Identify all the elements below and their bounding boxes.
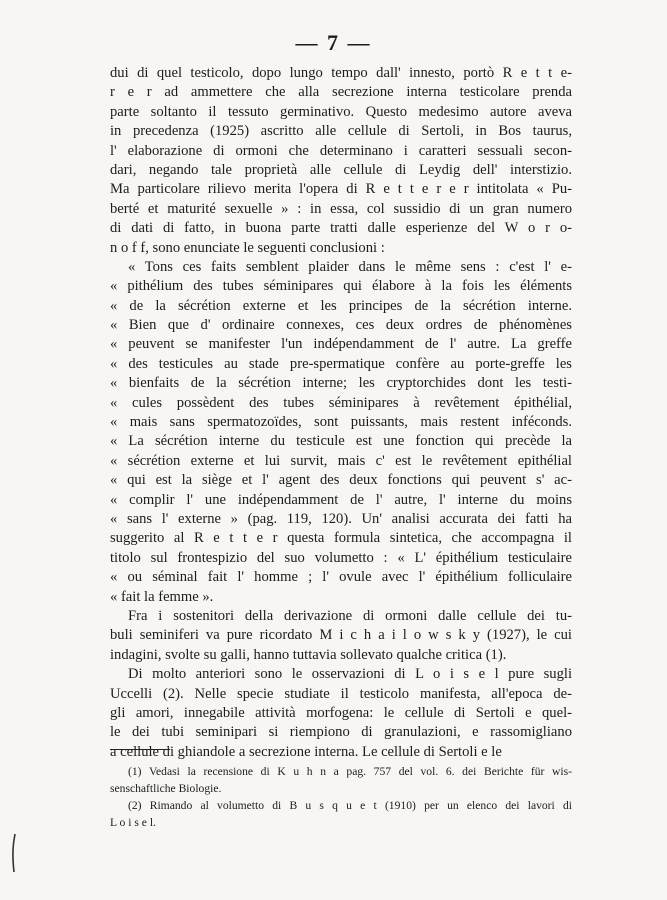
margin-pen-mark: [10, 832, 18, 874]
text-line: gli amori, innegabile attività morfogena: le cellule di Sertoli e quel-: [110, 704, 572, 721]
text-line: « ou séminal fait l' homme ; l' ovule avec l' épithélium folliculaire: [110, 569, 572, 586]
text-line: « des testicules au stade pre-spermatique confère au porte-greffe les: [110, 355, 572, 372]
text-line: in precedenza (1925) ascritto alle cellule di Sertoli, in Bos taurus,: [110, 123, 572, 140]
footnotes: [110, 763, 572, 831]
text-line: n o f f, sono enunciate le seguenti conclusioni :: [110, 239, 385, 256]
text-line: dari, negando tale proprietà alle cellule di Leydig dell' interstizio.: [110, 161, 572, 178]
body-text: [110, 64, 572, 762]
text-line: Fra i sostenitori della derivazione di ormoni dalle cellule dei tu-: [128, 607, 572, 624]
text-line: « fait la femme ».: [110, 588, 214, 605]
footnote-line: (2) Rimando al volumetto di B u s q u e t (1910) per un elenco dei lavori di: [128, 799, 572, 812]
text-line: a cellule di ghiandole a secrezione interna. Le cellule di Sertoli e le: [110, 743, 502, 760]
text-line: berté et maturité sexuelle » : in essa, col sussidio di un gran numero: [110, 200, 572, 217]
text-line: « sécrétion externe et lui survit, mais c' est le revêtement epithélial: [110, 452, 572, 469]
page-number: — 7 —: [295, 30, 372, 55]
text-line: suggerito al R e t t e r questa formula sintetica, che accompagna il: [110, 530, 572, 547]
text-line: r e r ad ammettere che alla secrezione interna testicolare prenda: [110, 84, 572, 101]
footnote-line: senschaftliche Biologie.: [110, 782, 222, 795]
text-line: buli seminiferi va pure ricordato M i c h a i l o w s k y (1927), le cui: [110, 627, 572, 644]
text-line: « complir l' une indépendamment de l' autre, l' interne du moins: [110, 491, 572, 508]
footnote-separator: [110, 749, 170, 750]
text-line: titolo sul frontespizio del suo volumetto : « L' épithélium testiculaire: [110, 549, 572, 566]
text-line: di dati di fatto, in buona parte tratti dalle esperienze del W o r o-: [110, 220, 572, 237]
text-line: l' elaborazione di ormoni che determinano i caratteri sessuali secon-: [110, 142, 572, 159]
text-line: « La sécrétion interne du testicule est une fonction qui precède la: [110, 433, 572, 450]
footnote-line: L o i s e l.: [110, 816, 156, 829]
footnote-line: (1) Vedasi la recensione di K u h n a pag. 757 del vol. 6. dei Berichte für wis-: [128, 765, 572, 778]
text-line: indagini, svolte su galli, hanno tuttavia sollevato qualche critica (1).: [110, 646, 507, 663]
text-line: « Tons ces faits semblent plaider dans le même sens : c'est l' e-: [128, 258, 572, 275]
text-line: « bienfaits de la sécrétion interne; les cryptorchides dont les testi-: [110, 375, 572, 392]
text-line: Ma particolare rilievo merita l'opera di R e t t e r e r intitolata « Pu-: [110, 181, 572, 198]
text-line: le dei tubi seminipari si riempiono di granulazioni, e rassomigliano: [110, 724, 572, 741]
text-line: « pithélium des tubes séminipares qui élabore à la fois les éléments: [110, 278, 572, 295]
text-line: Di molto anteriori sono le osservazioni di L o i s e l pure sugli: [128, 666, 572, 683]
text-line: « mais sans spermatozoïdes, sont puissants, mais restent inféconds.: [110, 414, 572, 431]
text-line: Uccelli (2). Nelle specie studiate il testicolo manifesta, all'epoca de-: [110, 685, 572, 702]
text-line: dui di quel testicolo, dopo lungo tempo dall' innesto, portò R e t t e-: [110, 65, 572, 81]
text-line: « qui est la siège et l' agent des deux fonctions qui peuvent s' ac-: [110, 472, 572, 489]
text-line: « sans l' externe » (pag. 119, 120). Un' analisi accurata dei fatti ha: [110, 510, 572, 527]
text-line: « Bien que d' ordinaire connexes, ces deux ordres de phénomènes: [110, 317, 572, 334]
text-line: « cules possèdent des tubes séminipares à revêtement épithélial,: [110, 394, 572, 411]
text-line: « peuvent se manifester l'un indépendamment de l' autre. La greffe: [110, 336, 572, 353]
text-line: « de la sécrétion externe et les principes de la sécrétion interne.: [110, 297, 572, 314]
text-line: parte soltanto il tessuto germinativo. Questo medesimo autore aveva: [110, 103, 572, 120]
